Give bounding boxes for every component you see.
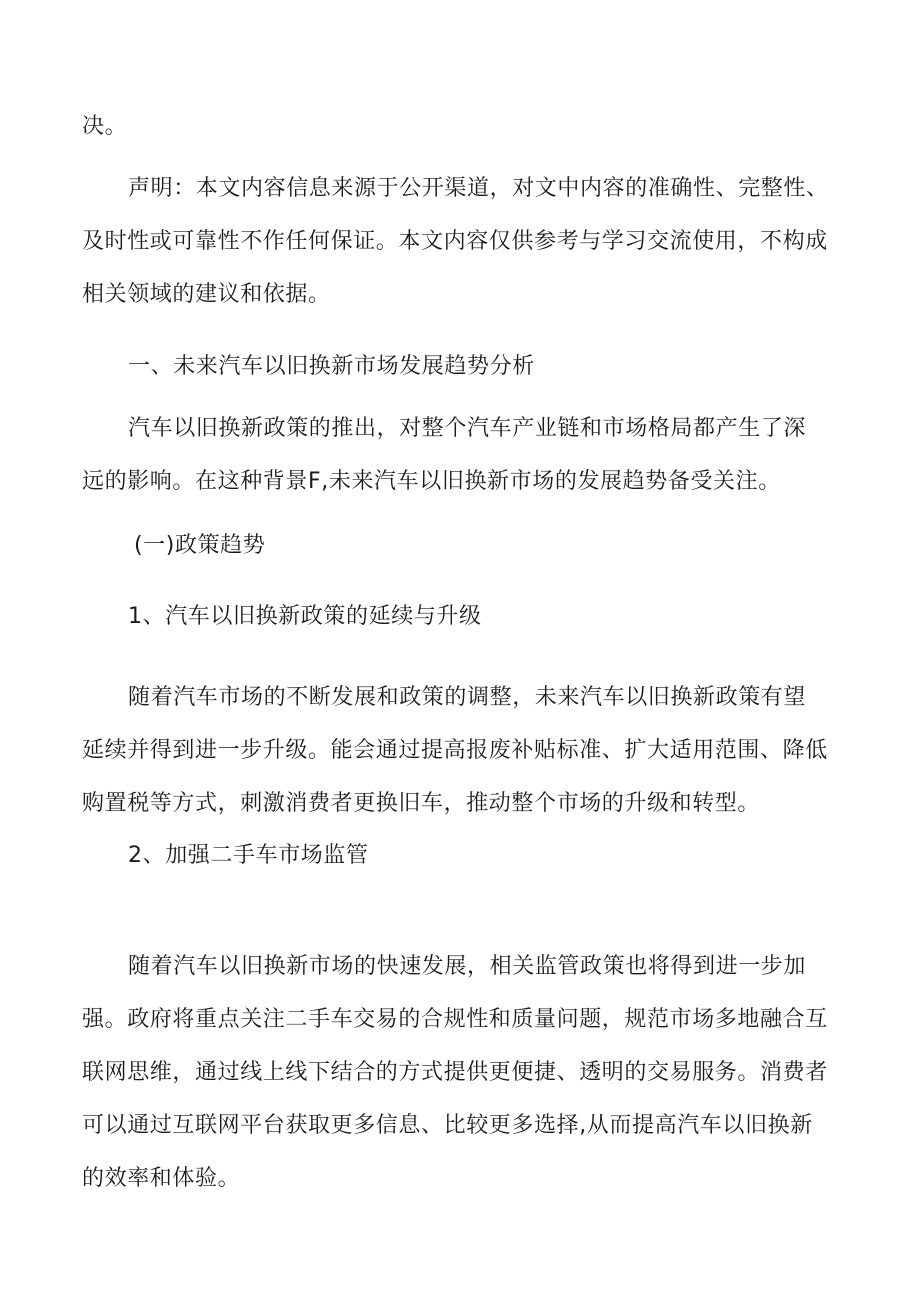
item-heading-2: 2、加强二手车市场监管 bbox=[128, 843, 369, 868]
intro-paragraph: 汽车以旧换新政策的推出，对整个汽车产业链和市场格局都产生了深 远的影响。在这种背景F,未来汽车以旧换新市场的发展趋势备受关注。 bbox=[82, 416, 807, 494]
section-heading: 一、未来汽车以旧换新市场发展趋势分析 bbox=[128, 354, 535, 379]
body-paragraph: 随着汽车市场的不断发展和政策的调整，未来汽车以旧换新政策有望 延续并得到进一步升级。能会通过提高报废补贴标准、扩大适用范围、降低 购置税等方式，刺激消费者更换旧车，推动整个市场的升级和转型。 bbox=[82, 685, 828, 816]
item-heading-1: 1、汽车以旧换新政策的延续与升级 bbox=[128, 604, 482, 629]
text-fragment: 决。 bbox=[82, 114, 128, 139]
subsection-heading: (一)政策趋势 bbox=[134, 533, 266, 558]
disclaimer-paragraph: 声明：本文内容信息来源于公开渠道，对文中内容的准确性、完整性、 及时性或可靠性不作任何保证。本文内容仅供参考与学习交流使用，不构成 相关领域的建议和依据。 bbox=[82, 176, 829, 307]
body-paragraph: 随着汽车以旧换新市场的快速发展，相关监管政策也将得到进一步加 强。政府将重点关注二手车交易的合规性和质量问题，规范市场多地融合互 联网思维，通过线上线下结合的方式提供更便捷、透明的交易服务。消费者 可以通过互联网平台获取更多信息、比较更多选择,从而提高汽车以旧换新 的效率和体验。 bbox=[82, 954, 828, 1191]
